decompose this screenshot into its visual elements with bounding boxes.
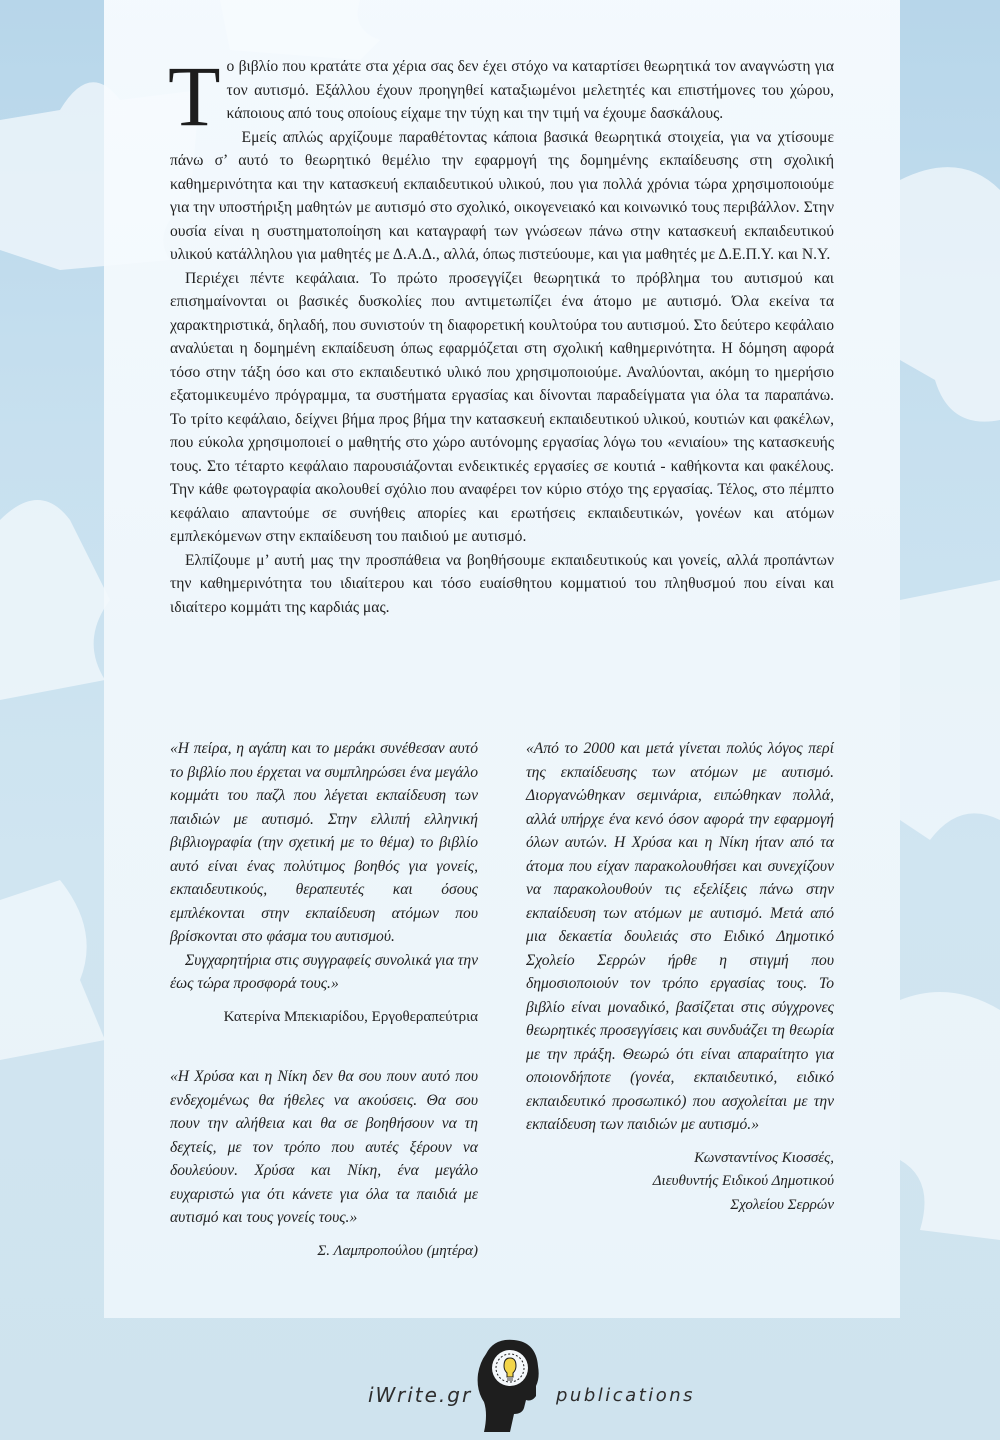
testimonial-quote	[526, 737, 834, 1137]
quote-text: Συγχαρητήρια στις συγγραφείς συνολικά για την έως τώρα προσφορά τους.»	[170, 951, 478, 992]
drop-cap: Τ	[168, 48, 221, 144]
signature-line: Κωνσταντίνος Κιοσσές,	[694, 1149, 834, 1166]
head-lightbulb-icon	[474, 1336, 544, 1436]
intro-paragraph: Περιέχει πέντε κεφάλαια. Το πρώτο προσεγγίζει θεωρητικά το πρόβλημα του αυτισμού και επισημαίνονται οι βασικές δυσκολίες που αντιμετωπίζει ένα άτομο με αυτισμό. Όλα εκείνα τα χαρακτηριστικά, δηλαδή, που συνιστούν τη διαφορετική κουλτούρα του αυτισμού. Στο δεύτερο κεφάλαιο αναλύεται η δομημένη εκπαίδευση όπως εφαρμόζεται στη σχολική καθημερινότητα. Η δόμηση αφορά τόσο στην τάξη όσο και στο εκπαιδευτικό υλικό που χρησιμοποιούμε. Αναλύονται, ακόμη το ημερήσιο εξατομικευμένο πρόγραμμα, τα συστήματα εργασίας και δίνονται παραδείγματα για όλα τα παραπάνω. Το τρίτο κεφάλαιο, δείχνει βήμα προς βήμα την κατασκευή εκπαιδευτικού υλικού, κουτιών και φακέλων, που εύκολα χρησιμοποιεί ο μαθητής στο χώρο αυτόνομης εργασίας λόγω του «ενιαίου» της κατασκευής τους. Στο τέταρτο κεφάλαιο παρουσιάζονται ενδεικτικές εργασίες σε κουτιά - καθήκοντα και φακέλους. Την κάθε φωτογραφία ακολουθεί σχόλιο που αναφέρει τον κύριο στόχο της εργασίας. Τέλος, στο πέμπτο κεφάλαιο απαντούμε σε συνήθεις απορίες και ερωτήσεις εκπαιδευτικών, γονέων και ατόμων εμπλεκόμενων στην εκπαίδευση του παιδιού με αυτισμό.	[170, 269, 834, 545]
intro-paragraph-text: ο βιβλίο που κρατάτε στα χέρια σας δεν έχει στόχο να καταρτίσει θεωρητικά τον αναγνώστη για τον αυτισμό. Εξάλλου έχουν προηγηθεί καταξιωμένοι μελετητές και επιστήμονες του χώρου, κάποιους από τους οποίους είχαμε την τύχη και την τιμή να έχουμε δασκάλους.	[226, 58, 834, 122]
quote-signature: Σ. Λαμπροπούλου (μητέρα)	[317, 1242, 478, 1259]
signature-line: Σχολείου Σερρών	[730, 1196, 834, 1213]
intro-paragraph	[168, 48, 834, 144]
signature-line: Διευθυντής Ειδικού Δημοτικού	[652, 1173, 834, 1189]
quote-signature: Κατερίνα Μπεκιαρίδου, Εργοθεραπεύτρια	[223, 1008, 478, 1025]
testimonials	[170, 737, 834, 1263]
intro-text	[168, 48, 834, 619]
quote-text: «Η πείρα, η αγάπη και το μεράκι συνέθεσαν αυτό το βιβλίο που έρχεται να συμπληρώσει ένα μεγάλο κομμάτι του παζλ που λέγεται εκπαίδευση των παιδιών με αυτισμό. Στην ελλιπή ελληνική βιβλιογραφία (την σχετική με το θέμα) το βιβλίο αυτό είναι ένας πολύτιμος βοηθός για γονείς, εκπαιδευτικούς, θεραπευτές και όσους εμπλέκονται στην εκπαίδευση ατόμων που βρίσκονται στο φάσμα του αυτισμού.	[170, 740, 478, 945]
testimonial-quote	[170, 1065, 478, 1230]
testimonial-quote	[170, 737, 478, 996]
intro-paragraph: Ελπίζουμε μ’ αυτή μας την προσπάθεια να βοηθήσουμε εκπαιδευτικούς και γονείς, αλλά προπάντων την καθημερινότητα του ιδιαίτερου και τόσο ευαίσθητου κομματιού του πληθυσμού που είναι και ιδιαίτερο κομμάτι της καρδιάς μας.	[170, 551, 834, 616]
brand-tagline: publications	[556, 1385, 696, 1406]
quote-signature	[526, 1147, 834, 1218]
intro-paragraph: Εμείς απλώς αρχίζουμε παραθέτοντας κάποια βασικά θεωρητικά στοιχεία, για να χτίσουμε πάνω σ’ αυτό το θεωρητικό θεμέλιο την εφαρμογή της δομημένης εκπαίδευσης στη σχολική καθημερινότητα και την κατασκευή εκπαιδευτικού υλικού, που για πολλά χρόνια τώρα χρησιμοποιούμε για την υποστήριξη μαθητών με αυτισμό στο σχολικό, οικογενειακό και κοινωνικό τους περιβάλλον. Στην ουσία είναι η συστηματοποίηση και καταγραφή των γνώσεων πάνω στην κατασκευή εκπαιδευτικού υλικού κατάλληλου για μαθητές με Δ.Α.Δ., αλλά, όπως πιστεύουμε, και για μαθητές με Δ.Ε.Π.Υ. και Ν.Υ.	[170, 128, 834, 263]
quote-text: «Από το 2000 και μετά γίνεται πολύς λόγος περί της εκπαίδευσης των ατόμων με αυτισμό. Διοργανώθηκαν σεμινάρια, ειπώθηκαν πολλά, αλλά υπήρχε ένα κενό όσον αφορά την εφαρμογή όλων αυτών. Η Χρύσα και η Νίκη ήταν από τα άτομα που είχαν παρακολουθήσει και συνεχίζουν να παρακολουθούν τις εξελίξεις πάνω στην εκπαίδευση των ατόμων με αυτισμό. Μετά από μια δεκαετία δουλειάς στο Ειδικό Δημοτικό Σχολείο Σερρών ήρθε η στιγμή που δημοσιοποιούν τον τρόπο εργασίας τους. Το βιβλίο είναι μοναδικό, βασίζεται στις σύγχρονες θεωρητικές προσεγγίσεις και συνδυάζει τη θεωρία με την πράξη. Θεωρώ ότι είναι απαραίτητο για οποιονδήποτε (γονέα, εκπαιδευτικό, ειδικό εκπαιδευτικό προσωπικό) που ασχολείται με την εκπαίδευση των παιδιών με αυτισμό.»	[526, 740, 834, 1133]
brand-name: iWrite.gr	[368, 1383, 473, 1407]
testimonials-left-column	[170, 737, 478, 1263]
quote-text: «Η Χρύσα και η Νίκη δεν θα σου πουν αυτό που ενδεχομένως θα ήθελες να ακούσεις. Θα σου πουν την αλήθεια και θα σε βοηθήσουν να τη δεχτείς, με τον τρόπο που αυτές ξέρουν να δουλεύουν. Χρύσα και Νίκη, ένα μεγάλο ευχαριστώ για ότι κάνετε για όλα τα παιδιά με αυτισμό και τους γονείς τους.»	[170, 1068, 478, 1226]
testimonials-right-column	[526, 737, 834, 1263]
